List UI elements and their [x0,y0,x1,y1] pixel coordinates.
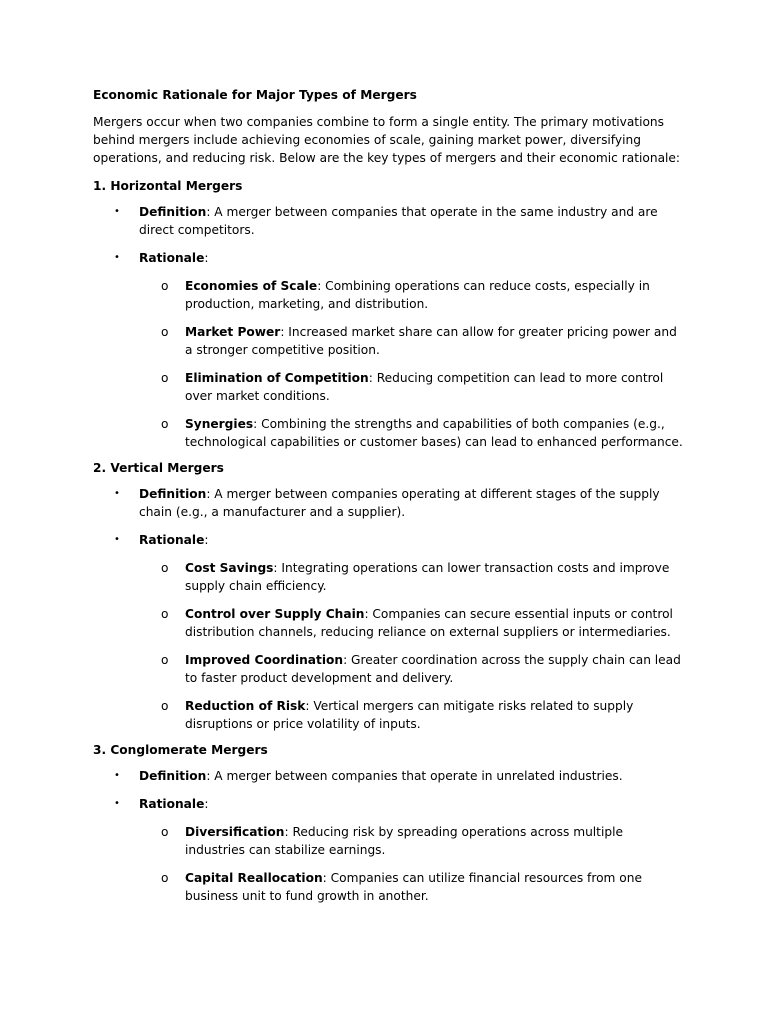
sub-bullet-marker: o [161,607,169,621]
definition-item [93,767,683,785]
sub-bullet-marker: o [161,325,169,339]
rationale-points [93,823,683,905]
point-text: : Reducing competition can lead to more control over market conditions. [185,371,664,403]
document-title: Economic Rationale for Major Types of Mergers [93,88,417,102]
point-term: Reduction of Risk [185,699,306,713]
list-item [93,277,683,313]
definition-text: : A merger between companies that operate in the same industry and are direct competitors. [139,205,658,237]
definition-label: Definition [139,769,207,783]
list-item [93,823,683,859]
point-text: : Companies can utilize financial resources from one business unit to fund growth in another. [185,871,642,903]
point-text: : Vertical mergers can mitigate risks related to supply disruptions or price volatility of inputs. [185,699,634,731]
point-term: Diversification [185,825,285,839]
point-term: Market Power [185,325,281,339]
list-item [93,697,683,733]
sub-bullet-marker: o [161,699,169,713]
section-heading: 3. Conglomerate Mergers [93,743,268,757]
point-term: Capital Reallocation [185,871,323,885]
rationale-colon: : [204,533,209,547]
point-term: Cost Savings [185,561,274,575]
point-term: Economies of Scale [185,279,318,293]
rationale-points [93,277,683,451]
rationale-points [93,559,683,733]
list-item [93,605,683,641]
document-body [93,86,683,913]
section-conglomerate-mergers [93,741,683,905]
list-item [93,415,683,451]
definition-text: : A merger between companies that operate in unrelated industries. [206,769,623,783]
bullet-marker: • [114,488,120,499]
definition-text: : A merger between companies operating at different stages of the supply chain (e.g., a manufacturer and a supplier). [139,487,660,519]
sub-bullet-marker: o [161,653,169,667]
rationale-label: Rationale [139,797,205,811]
rationale-item [93,531,683,549]
sub-bullet-marker: o [161,825,169,839]
point-text: : Reducing risk by spreading operations across multiple industries can stabilize earnings. [185,825,623,857]
rationale-colon: : [204,797,209,811]
point-text: : Increased market share can allow for greater pricing power and a stronger competitive position. [185,325,677,357]
sub-bullet-marker: o [161,417,169,431]
list-item [93,869,683,905]
sub-bullet-marker: o [161,371,169,385]
point-term: Synergies [185,417,254,431]
sub-bullet-marker: o [161,871,169,885]
point-text: : Companies can secure essential inputs or control distribution channels, reducing reliance on external suppliers or intermediaries. [185,607,673,639]
definition-item [93,203,683,239]
point-text: : Combining the strengths and capabilities of both companies (e.g., technological capabilities or customer bases) can lead to enhanced performance. [185,417,683,449]
point-text: : Greater coordination across the supply chain can lead to faster product development and delivery. [185,653,681,685]
point-text: : Combining operations can reduce costs, especially in production, marketing, and distribution. [185,279,650,311]
section-heading: 1. Horizontal Mergers [93,179,243,193]
rationale-item [93,249,683,267]
list-item [93,559,683,595]
bullet-marker: • [114,206,120,217]
section-vertical-mergers [93,459,683,733]
bullet-marker: • [114,252,120,263]
list-item [93,369,683,405]
point-term: Elimination of Competition [185,371,369,385]
section-heading: 2. Vertical Mergers [93,461,224,475]
definition-item [93,485,683,521]
point-term: Control over Supply Chain [185,607,365,621]
rationale-label: Rationale [139,533,205,547]
bullet-marker: • [114,534,120,545]
bullet-marker: • [114,770,120,781]
bullet-marker: • [114,798,120,809]
point-term: Improved Coordination [185,653,344,667]
sub-bullet-marker: o [161,561,169,575]
rationale-label: Rationale [139,251,205,265]
point-text: : Integrating operations can lower transaction costs and improve supply chain efficiency. [185,561,670,593]
definition-label: Definition [139,487,207,501]
list-item [93,651,683,687]
section-horizontal-mergers [93,177,683,451]
definition-label: Definition [139,205,207,219]
sub-bullet-marker: o [161,279,169,293]
intro-paragraph: Mergers occur when two companies combine to form a single entity. The primary motivations behind mergers include achieving economies of scale, gaining market power, diversifying operations, and reducing risk. Below are the key types of mergers and their economic rationale: [93,115,681,165]
rationale-colon: : [204,251,209,265]
list-item [93,323,683,359]
rationale-item [93,795,683,813]
